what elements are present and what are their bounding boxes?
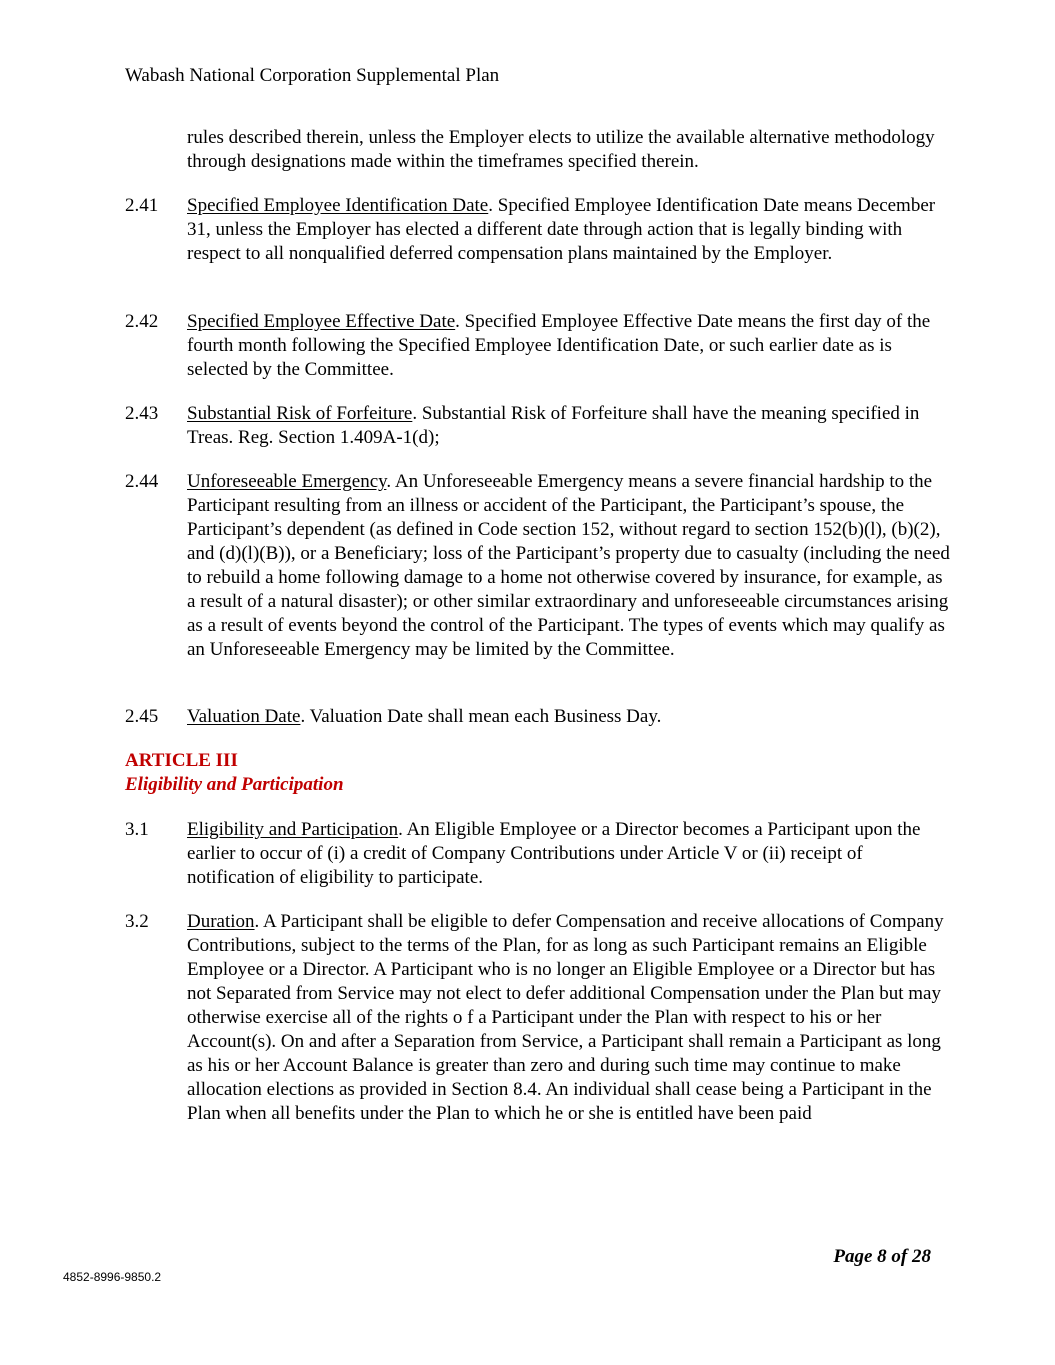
defined-term: Unforeseeable Emergency xyxy=(187,471,387,492)
running-header: Wabash National Corporation Supplemental Plan xyxy=(125,65,500,86)
defined-term: Specified Employee Effective Date xyxy=(187,311,456,332)
section-number: 2.45 xyxy=(125,706,159,727)
section-text: . A Participant shall be eligible to defer Compensation and receive allocations of Company Contributions, subject to the terms of the Plan, for as long as such Participant remains an Eligible Employee or a Director. A Participant who is no longer an Eligible Employee or a Director but has not Separated from Service may not elect to defer additional Compensation under the Plan but may otherwise exercise all of the rights o f a Participant under the Plan with respect to his or her Account(s). On and after a Separation from Service, a Participant shall remain a Participant as long as his or her Account Balance is greater than zero and during such time may continue to make allocation elections as provided in Section 8.4. An individual shall cease being a Participant in the Plan when all benefits under the Plan to which he or she is entitled have been paid xyxy=(187,911,944,1124)
section-2-43 xyxy=(125,402,955,450)
section-number: 2.43 xyxy=(125,403,159,424)
section-number: 2.41 xyxy=(125,195,159,216)
continuation-paragraph: rules described therein, unless the Employer elects to utilize the available alternative methodology through designations made within the timeframes specified therein. xyxy=(187,127,935,172)
section-number: 3.1 xyxy=(125,819,149,840)
section-2-44 xyxy=(125,470,955,662)
section-text: . Valuation Date shall mean each Business Day. xyxy=(300,706,662,727)
section-text: . An Unforeseeable Emergency means a severe financial hardship to the Participant resulting from an illness or accident of the Participant, the Participant’s spouse, the Participant’s dependent (as defined in Code section 152, without regard to section 152(b)(l), (b)(2), and (d)(l)(B)), or a Beneficiary; loss of the Participant’s property due to casualty (including the need to rebuild a home following damage to a home not otherwise covered by insurance, for example, as a result of a natural disaster); or other similar extraordinary and unforeseeable circumstances arising as a result of events beyond the control of the Participant. The types of events which may qualify as an Unforeseeable Emergency may be limited by the Committee. xyxy=(187,471,950,660)
defined-term: Specified Employee Identification Date xyxy=(187,195,489,216)
section-text: . Substantial Risk of Forfeiture shall have the meaning specified in Treas. Reg. Section 1.409A-1(d); xyxy=(187,403,920,448)
section-text: . Specified Employee Effective Date means the first day of the fourth month following the Specified Employee Identification Date, or such earlier date as is selected by the Committee. xyxy=(187,311,931,380)
section-number: 2.42 xyxy=(125,311,159,332)
defined-term: Substantial Risk of Forfeiture xyxy=(187,403,413,424)
article-subtitle: Eligibility and Participation xyxy=(125,774,344,795)
article-title: ARTICLE III xyxy=(125,750,238,771)
defined-term: Valuation Date xyxy=(187,706,301,727)
section-text: . Specified Employee Identification Date means December 31, unless the Employer has elected a different date through action that is legally binding with respect to all nonqualified deferred compensation plans maintained by the Employer. xyxy=(187,195,936,264)
section-2-42 xyxy=(125,310,955,382)
section-3-1 xyxy=(125,818,955,890)
document-id: 4852-8996-9850.2 xyxy=(63,1270,162,1284)
page-number: Page 8 of 28 xyxy=(833,1246,931,1267)
section-number: 2.44 xyxy=(125,471,159,492)
defined-term: Eligibility and Participation xyxy=(187,819,399,840)
section-2-45 xyxy=(125,705,955,729)
article-heading xyxy=(125,749,344,797)
section-number: 3.2 xyxy=(125,911,149,932)
section-2-41 xyxy=(125,194,955,266)
section-text: . An Eligible Employee or a Director becomes a Participant upon the earlier to occur of (i) a credit of Company Contributions under Article V or (ii) receipt of notification of eligibility to participate. xyxy=(187,819,921,888)
section-3-2 xyxy=(125,910,955,1126)
defined-term: Duration xyxy=(187,911,255,932)
